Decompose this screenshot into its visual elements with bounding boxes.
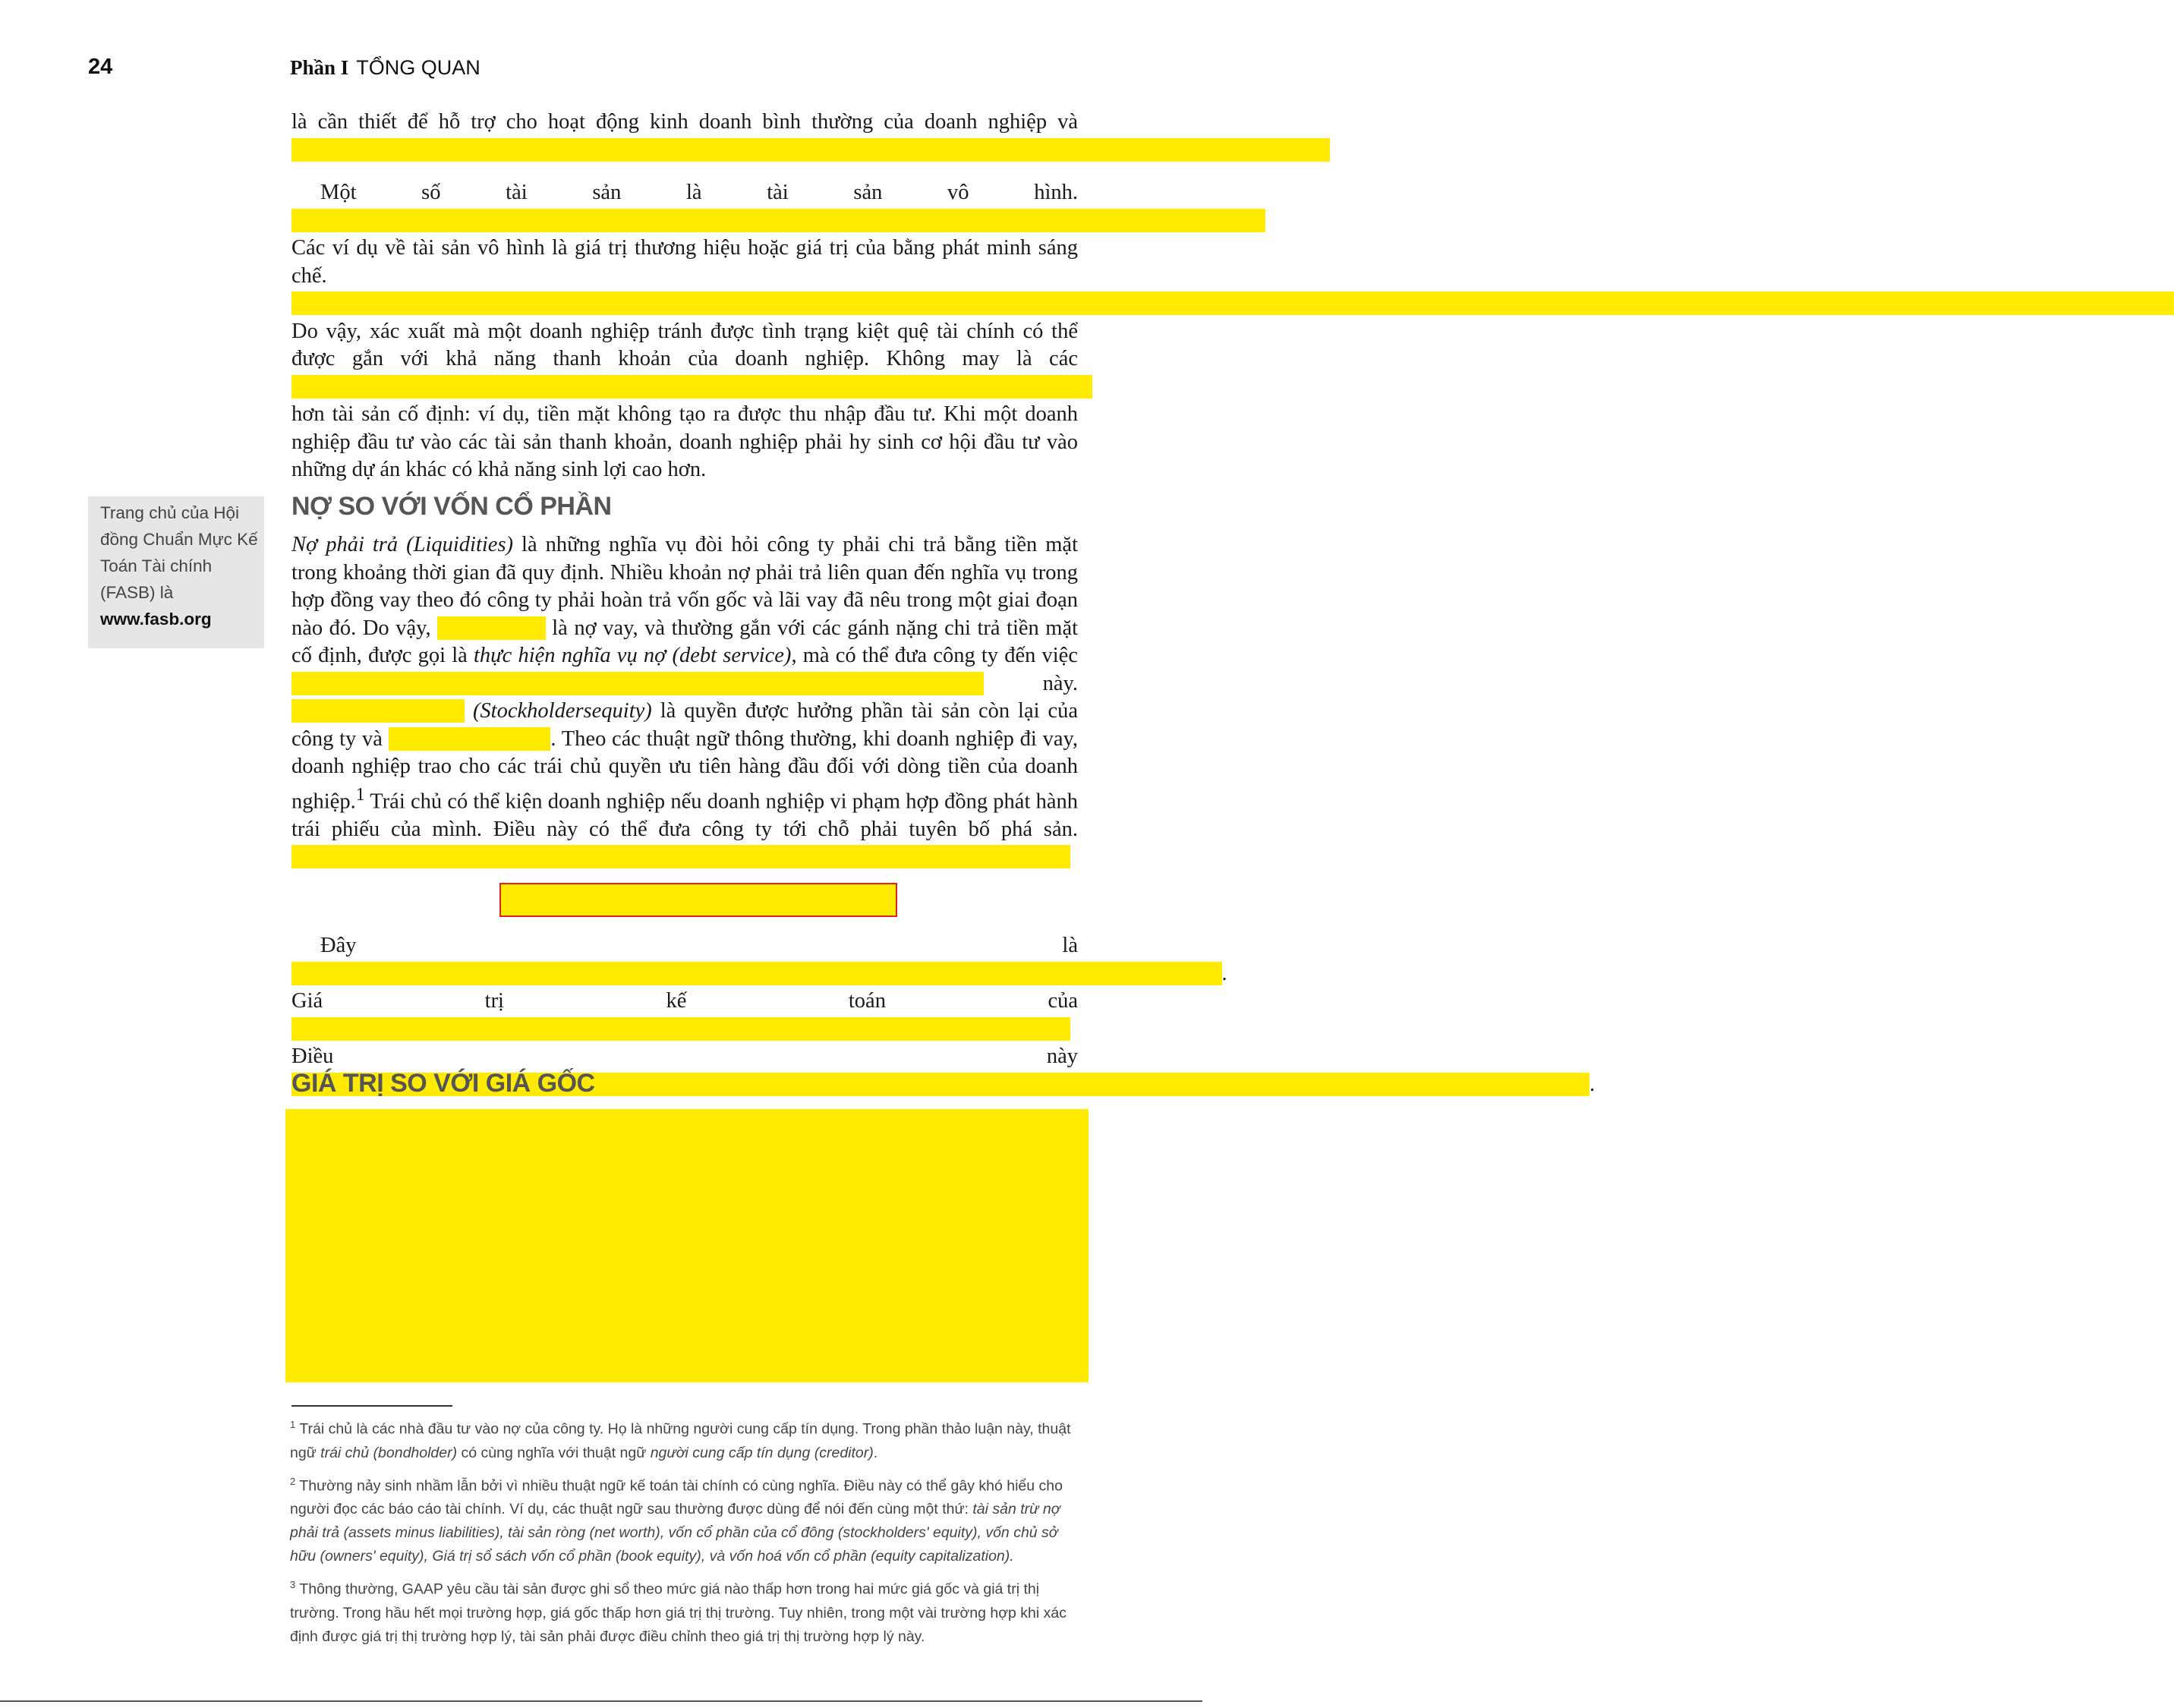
text-run: Thông thường, GAAP yêu cầu tài sản được ghi sổ theo mức giá nào thấp hơn trong hai mức giá gốc và giá trị thị trường. Trong hầu hết mọi trường hợp, giá gốc thấp hơn giá trị thị trường. Tuy nhiên, trong một vài trường hợp khi xác định được giá trị thị trường hợp lý, tài sản phải được điều chỉnh theo giá trị thị trường hợp lý này.: [290, 1580, 1067, 1645]
section-heading: NỢ SO VỚI VỐN CỔ PHẦN: [291, 492, 612, 521]
text-run: là những nghĩa vụ đòi hỏi công ty phải chi trả bằng tiền mặt trong khoảng thời gian đã quy định. Nhiều khoản nợ phải trả liên quan đến nghĩa vụ trong hợp đồng vay theo đó công ty phải hoàn trả vốn gốc và lãi vay đã nêu trong một giai đoạn nào đó. Do vậy,: [291, 533, 1079, 640]
paragraph: [291, 531, 1078, 871]
section-title: TỔNG QUAN: [356, 56, 480, 79]
text-run: .: [1590, 1072, 1596, 1096]
text-run: Một số tài sản là tài sản vô hình.: [320, 181, 1078, 204]
term: trái chủ (bondholder): [320, 1444, 458, 1461]
highlight: [291, 209, 1265, 232]
footnote-number: 3: [290, 1579, 296, 1590]
highlight: [291, 699, 465, 723]
section1-body: [291, 109, 1078, 484]
term: (Stockholdersequity): [472, 699, 652, 723]
text-run: Thường nảy sinh nhầm lẫn bởi vì nhiều thuật ngữ kế toán tài chính có cùng nghĩa. Điều này có thể gây khó hiểu cho người đọc các báo cáo tài chính. Ví dụ, các thuật ngữ sau thường được dùng để nói đến cùng một thứ:: [290, 1477, 1063, 1517]
paragraph: [291, 109, 1078, 164]
footnote: [290, 1413, 1079, 1465]
highlight: [291, 845, 1070, 868]
sidebar-text: Trang chủ của Hội đồng Chuẩn Mực Kế Toán Tài chính (FASB) là: [100, 503, 258, 602]
highlight: [291, 291, 2174, 315]
highlight: [291, 672, 984, 695]
text-run: Các ví dụ về tài sản vô hình là giá trị thương hiệu hoặc giá trị của bằng phát minh sáng chế.: [291, 236, 1078, 288]
text-run: Điều này: [291, 1045, 1078, 1068]
term: thực hiện nghĩa vụ nợ (debt service): [473, 644, 792, 667]
part-label: Phần I: [290, 56, 349, 79]
footnote-rule: [291, 1405, 452, 1407]
text-run: là quyền được hưởng phần tài sản còn lại của công ty và: [291, 699, 1079, 751]
footnote: [290, 1470, 1079, 1569]
paragraph: [291, 179, 1078, 484]
text-run: này.: [1042, 671, 1078, 695]
text-run: . Giá trị kế toán của: [291, 961, 1227, 1013]
page-number: 24: [88, 55, 113, 79]
text-run: hơn tài sản cố định: ví dụ, tiền mặt không tạo ra được thu nhập đầu tư. Khi một doanh nghiệp đầu tư vào các tài sản thanh khoản, doanh nghiệp phải hy sinh cơ hội đầu tư vào những dự án khác có khả năng sinh lợi cao hơn.: [291, 402, 1078, 481]
running-header: [290, 56, 480, 80]
text-run: Đây là: [320, 934, 1078, 957]
sidebar-link[interactable]: www.fasb.org: [100, 610, 212, 629]
text-run: là nợ vay, và thường gắn với các gánh nặng chi trả tiền mặt cố định, được gọi là: [291, 616, 1079, 667]
text-run: .: [873, 1444, 878, 1461]
highlight: [437, 616, 546, 640]
highlight: [291, 375, 1092, 399]
highlight: [389, 727, 551, 751]
footnote: [290, 1573, 1079, 1649]
term: người cung cấp tín dụng (creditor): [650, 1444, 874, 1461]
text-run: có cùng nghĩa với thuật ngữ: [461, 1444, 647, 1461]
highlight: [291, 138, 1330, 162]
section-heading: GIÁ TRỊ SO VỚI GIÁ GỐC: [291, 1069, 595, 1098]
footnote-ref: 1: [355, 784, 365, 805]
footnotes: [290, 1413, 1079, 1653]
page-bottom-rule: [0, 1700, 1202, 1702]
text-run: là cần thiết để hỗ trợ cho hoạt động kinh doanh bình thường của doanh nghiệp và: [291, 110, 1078, 134]
footnote-number: 1: [290, 1419, 296, 1430]
section2-body: [291, 531, 1078, 871]
text-run: . Theo các thuật ngữ thông thường, khi doanh nghiệp đi vay, doanh nghiệp trao cho các trái chủ quyền ưu tiên hàng đầu đối với dòng tiền của doanh nghiệp.: [291, 726, 1078, 813]
highlight-block: [285, 1109, 1089, 1382]
text-run: Do vậy, xác xuất mà một doanh nghiệp tránh được tình trạng kiệt quệ tài chính có thể được gắn với khả năng thanh khoản của doanh nghiệp. Không may là các: [291, 319, 1078, 370]
text-run: Trái chủ có thể kiện doanh nghiệp nếu doanh nghiệp vi phạm hợp đồng phát hành trái phiếu của mình. Điều này có thể đưa công ty tới chỗ phải tuyên bố phá sản.: [291, 789, 1078, 841]
sidebar-note: [88, 496, 264, 648]
text-run: , mà có thể đưa công ty đến việc: [791, 644, 1078, 667]
term: Nợ phải trả (Liquidities): [291, 533, 514, 556]
text-run: Trái chủ là các nhà đầu tư vào nợ của công ty. Họ là những người cung cấp tín dụng. Trong phần thảo luận này, thuật ngữ: [290, 1420, 1071, 1461]
boxed-highlight: [499, 883, 897, 917]
footnote-number: 2: [290, 1475, 296, 1487]
highlight: [291, 1017, 1070, 1041]
term: tài sản trừ nợ phải trả (assets minus liabilities), tài sản ròng (net worth), vốn cổ phần của cổ đông (stockholders' equity), vốn chủ sở hữu (owners' equity), Giá trị sổ sách vốn cổ phần (book equity), và vốn hoá vốn cổ phần (equity capitalization).: [290, 1501, 1060, 1565]
highlight: [291, 962, 1222, 985]
